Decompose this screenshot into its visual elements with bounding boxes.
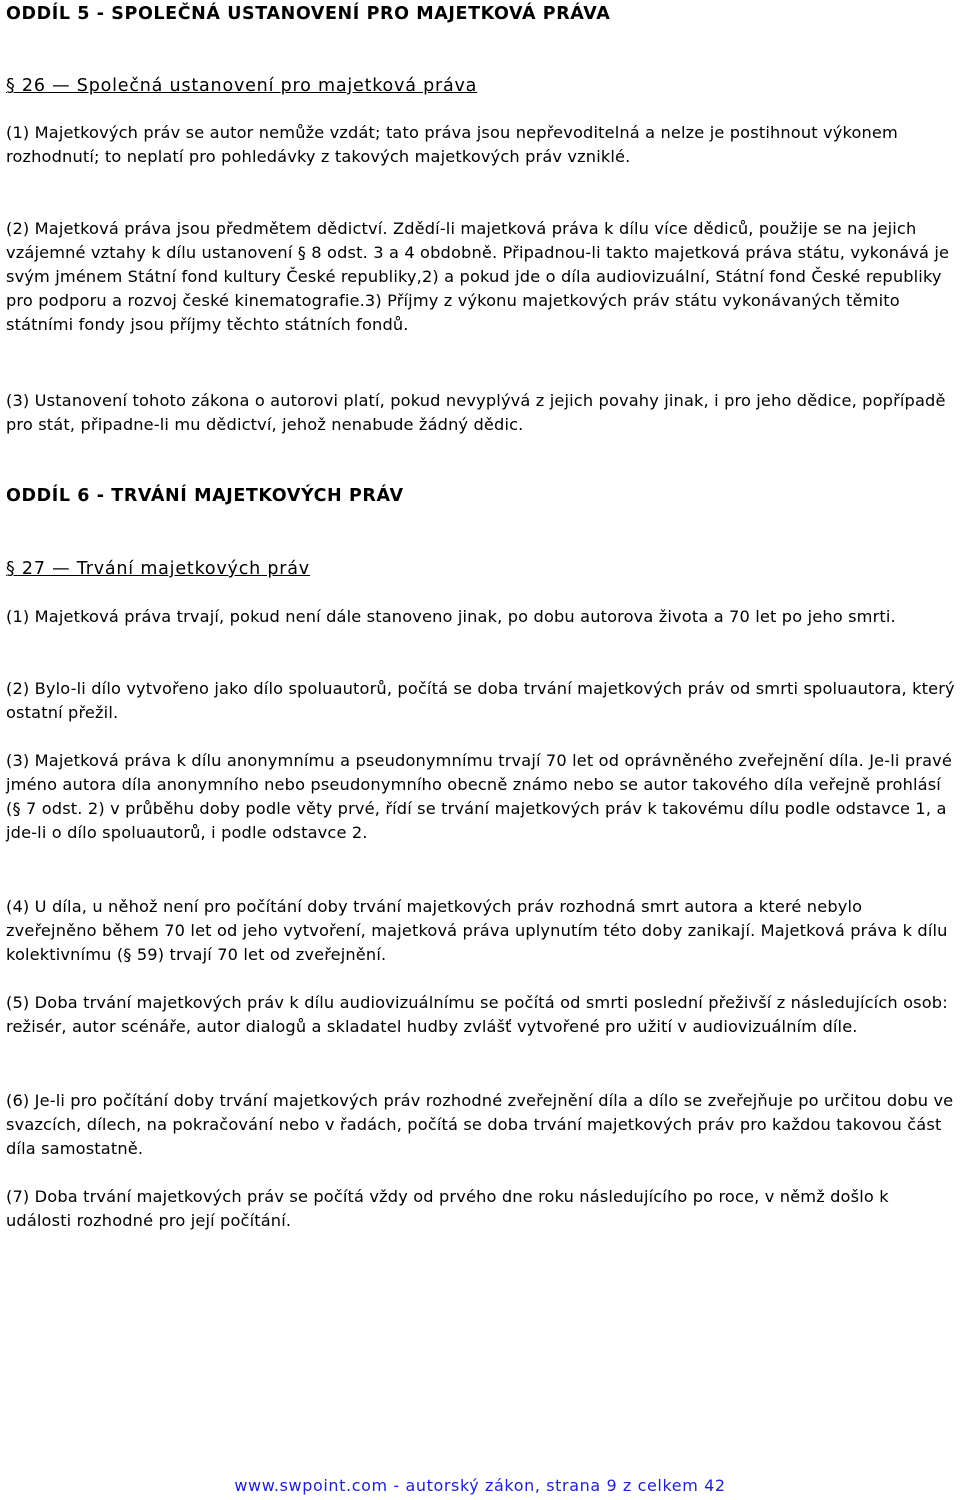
section-27-paragraph-7: (7) Doba trvání majetkových práv se počítá vždy od prvého dne roku následujícího po roce, v němž došlo k události rozhodné pro její počítání. — [6, 1187, 889, 1230]
section-26-paragraph-1: (1) Majetkových práv se autor nemůže vzdát; tato práva jsou nepřevoditelná a nelze je postihnout výkonem rozhodnutí; to neplatí pro pohledávky z takových majetkových práv vzniklé. — [6, 123, 898, 166]
section-27-paragraph-2: (2) Bylo-li dílo vytvořeno jako dílo spoluautorů, počítá se doba trvání majetkových práv od smrti spoluautora, který ostatní přežil. — [6, 679, 955, 722]
section-27-paragraph-3: (3) Majetková práva k dílu anonymnímu a pseudonymnímu trvají 70 let od oprávněného zveřejnění díla. Je-li pravé jméno autora díla anonymního nebo pseudonymního obecně známo nebo se autor takového díla veřejně prohlásí (§ 7 odst. 2) v průběhu doby podle věty prvé, řídí se trvání majetkových práv k takovému dílu podle odstavce 1, a jde-li o dílo spoluautorů, i podle odstavce 2. — [6, 751, 953, 842]
section-26-paragraph-3: (3) Ustanovení tohoto zákona o autorovi platí, pokud nevyplývá z jejich povahy jinak, i pro jeho dědice, popřípadě pro stát, připadne-li mu dědictví, jehož nenabude žádný dědic. — [6, 391, 946, 434]
section-27-title: § 27 — Trvání majetkových práv — [6, 559, 310, 579]
section-26-paragraph-2: (2) Majetková práva jsou předmětem dědictví. Zdědí-li majetková práva k dílu více dědiců, použije se na jejich vzájemné vztahy k dílu ustanovení § 8 odst. 3 a 4 obdobně. Připadnou-li takto majetková práva státu, vykonává je svým jménem Státní fond kultury České republiky,2) a pokud jde o díla audiovizuální, Státní fond České republiky pro podporu a rozvoj české kinematografie.3) Příjmy z výkonu majetkových práv státu vykonávaných těmito státními fondy jsou příjmy těchto státních fondů. — [6, 219, 950, 334]
section-27-paragraph-6: (6) Je-li pro počítání doby trvání majetkových práv rozhodné zveřejnění díla a dílo se zveřejňuje po určitou dobu ve svazcích, dílech, na pokračování nebo v řadách, počítá se doba trvání majetkových práv pro každou takovou část díla samostatně. — [6, 1091, 954, 1158]
section-26-title: § 26 — Společná ustanovení pro majetková práva — [6, 76, 478, 96]
section-27-paragraph-4: (4) U díla, u něhož není pro počítání doby trvání majetkových práv rozhodná smrt autora a které nebylo zveřejněno během 70 let od jeho vytvoření, majetková práva uplynutím této doby zanikají. Majetková práva k dílu kolektivnímu (§ 59) trvají 70 let od zveřejnění. — [6, 897, 948, 964]
section-27-paragraph-1: (1) Majetková práva trvají, pokud není dále stanoveno jinak, po dobu autorova života a 70 let po jeho smrti. — [6, 607, 896, 626]
section-27-paragraph-5: (5) Doba trvání majetkových práv k dílu audiovizuálnímu se počítá od smrti poslední přeživší z následujících osob: režisér, autor scénáře, autor dialogů a skladatel hudby zvlášť vytvořené pro užití v audiovizuálním díle. — [6, 993, 948, 1036]
part5-heading: ODDÍL 5 - SPOLEČNÁ USTANOVENÍ PRO MAJETKOVÁ PRÁVA — [6, 4, 611, 24]
page-footer-link[interactable]: www.swpoint.com - autorský zákon, strana 9 z celkem 42 — [234, 1476, 726, 1495]
part6-heading: ODDÍL 6 - TRVÁNÍ MAJETKOVÝCH PRÁV — [6, 486, 404, 506]
